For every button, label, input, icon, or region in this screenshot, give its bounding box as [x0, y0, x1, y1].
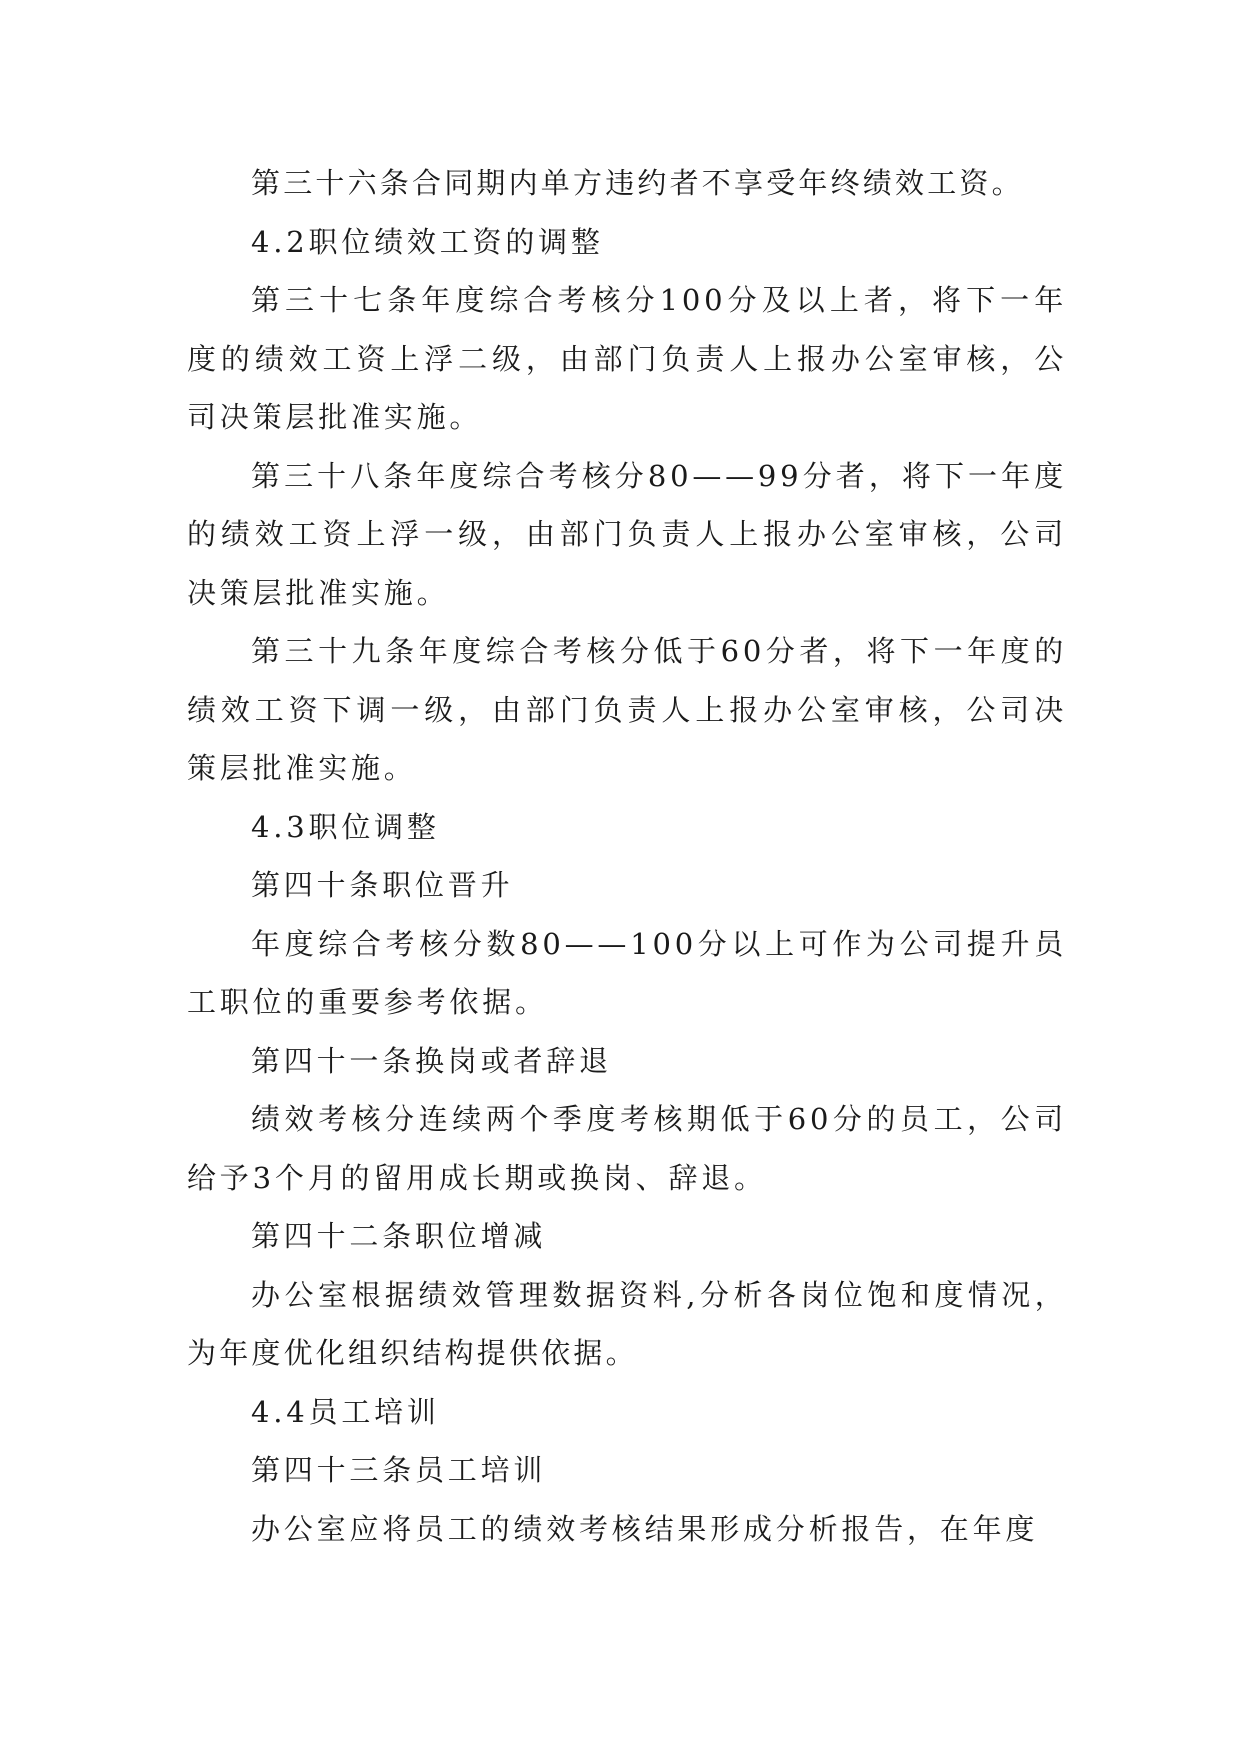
paragraph-article-37: 第三十七条年度综合考核分100分及以上者，将下一年度的绩效工资上浮二级，由部门负责人上报办公室审核，公司决策层批准实施。 [187, 283, 1067, 434]
article-41-heading: 第四十一条换岗或者辞退 [251, 1043, 612, 1078]
article-43-heading: 第四十三条员工培训 [251, 1453, 547, 1487]
paragraph-article-43-body: 办公室应将员工的绩效考核结果形成分析报告，在年度 [251, 1511, 1039, 1546]
paragraph-article-41-body: 绩效考核分连续两个季度考核期低于60分的员工，公司给予3个月的留用成长期或换岗、辞退。 [187, 1102, 1067, 1195]
section-heading-4-3: 4.3职位调整 [251, 809, 440, 844]
paragraph-article-38: 第三十八条年度综合考核分80——99分者，将下一年度的绩效工资上浮一级，由部门负责人上报办公室审核，公司决策层批准实施。 [187, 458, 1067, 610]
article-40-heading: 第四十条职位晋升 [251, 868, 514, 902]
document-body [187, 154, 1067, 1558]
section-heading-4-2: 4.2职位绩效工资的调整 [251, 224, 604, 259]
section-heading-4-4: 4.4员工培训 [251, 1394, 440, 1429]
paragraph-article-40-body: 年度综合考核分数80——100分以上可作为公司提升员工职位的重要参考依据。 [187, 926, 1067, 1019]
paragraph-article-36: 第三十六条合同期内单方违约者不享受年终绩效工资。 [251, 166, 1024, 200]
paragraph-article-42-body: 办公室根据绩效管理数据资料,分析各岗位饱和度情况，为年度优化组织结构提供依据。 [187, 1277, 1067, 1370]
article-42-heading: 第四十二条职位增减 [251, 1219, 547, 1253]
paragraph-article-39: 第三十九条年度综合考核分低于60分者，将下一年度的绩效工资下调一级，由部门负责人上报办公室审核，公司决策层批准实施。 [187, 634, 1067, 785]
